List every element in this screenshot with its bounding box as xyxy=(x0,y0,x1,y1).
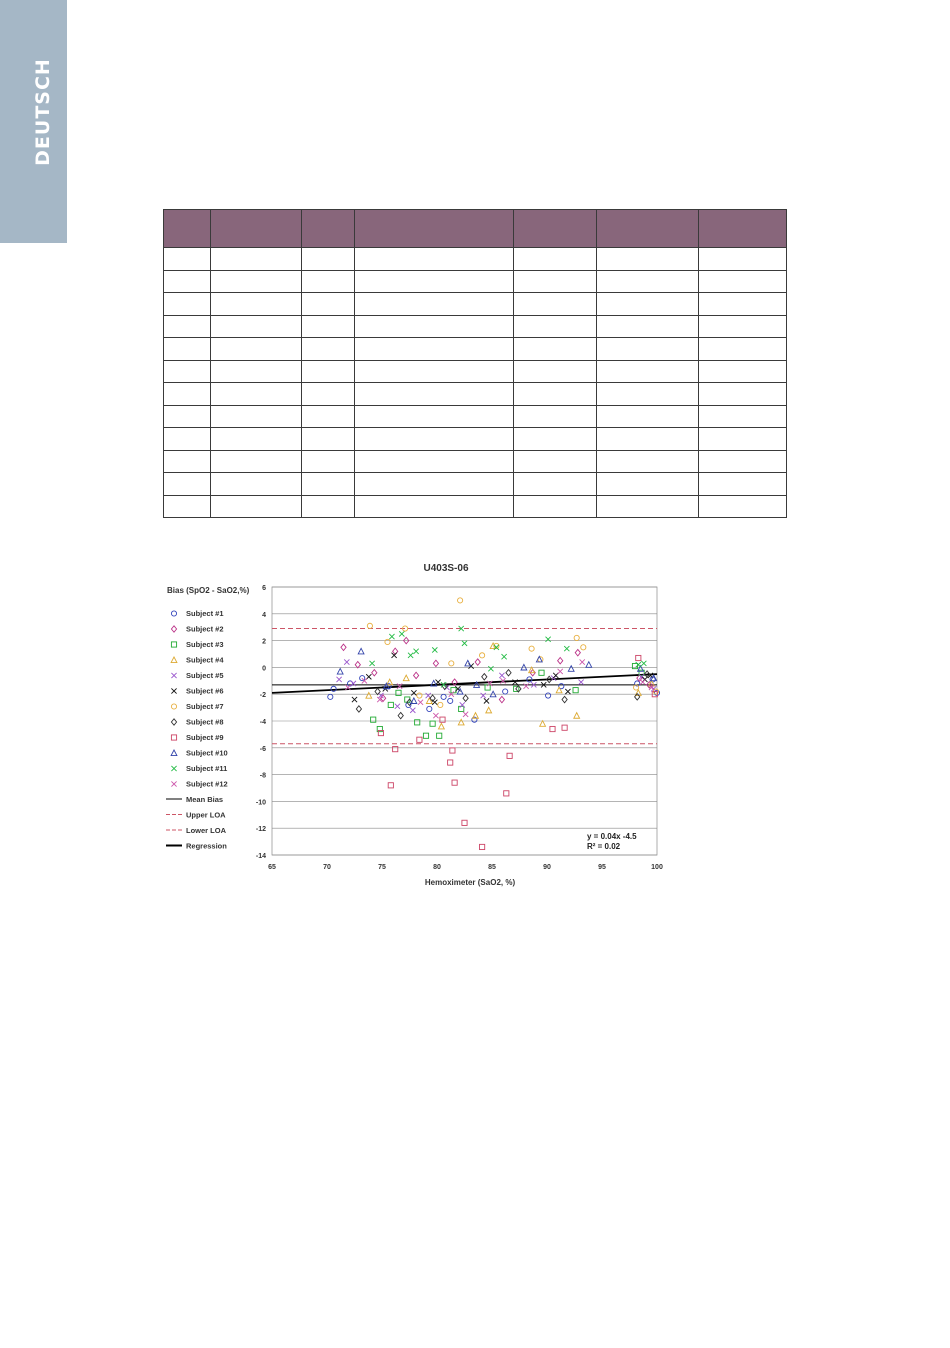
table-cell xyxy=(597,383,699,406)
legend-marker xyxy=(171,642,176,647)
x-tick-label: 70 xyxy=(323,864,331,871)
table-cell xyxy=(302,450,355,473)
table-cell xyxy=(699,315,787,338)
legend-marker xyxy=(171,750,177,756)
table-header-cell xyxy=(355,210,514,248)
x-tick-label: 80 xyxy=(433,864,441,871)
table-cell xyxy=(514,360,597,383)
table-cell xyxy=(355,293,514,316)
table-cell xyxy=(514,473,597,496)
table-row xyxy=(164,293,787,316)
table-cell xyxy=(597,428,699,451)
legend-label: Mean Bias xyxy=(186,795,224,804)
legend-label: Upper LOA xyxy=(186,810,226,820)
table-cell xyxy=(164,270,211,293)
table-cell xyxy=(514,450,597,473)
legend-label: Subject #9 xyxy=(186,733,224,742)
table-cell xyxy=(211,405,302,428)
table-cell xyxy=(514,248,597,271)
y-tick-label: -10 xyxy=(255,799,266,807)
legend-label: Subject #10 xyxy=(186,748,228,758)
bias-scatter-chart xyxy=(160,555,670,890)
table-cell xyxy=(211,248,302,271)
y-tick-label: 0 xyxy=(262,665,266,673)
table-cell xyxy=(355,405,514,428)
table-body xyxy=(164,248,787,518)
legend-marker xyxy=(171,735,176,740)
table-cell xyxy=(355,360,514,383)
chart-title: U403S-06 xyxy=(423,563,469,574)
table-row xyxy=(164,450,787,473)
table-row xyxy=(164,315,787,338)
legend-label: Subject #12 xyxy=(186,779,228,789)
table-cell xyxy=(514,270,597,293)
table-row xyxy=(164,383,787,406)
table-cell xyxy=(355,315,514,338)
table-cell xyxy=(355,338,514,361)
x-axis-title: Hemoximeter (SaO2, %) xyxy=(424,878,516,887)
table-cell xyxy=(355,473,514,496)
table-cell xyxy=(514,338,597,361)
table-cell xyxy=(355,270,514,293)
table-cell xyxy=(597,495,699,518)
table-cell xyxy=(302,428,355,451)
table-cell xyxy=(302,270,355,293)
table-cell xyxy=(302,248,355,271)
legend-marker xyxy=(171,719,176,725)
table-cell xyxy=(597,473,699,496)
language-side-tab xyxy=(0,0,67,243)
side-tab-label: DEUTSCH xyxy=(32,58,54,166)
legend-marker xyxy=(171,673,176,678)
table-cell xyxy=(211,473,302,496)
table-header-cell xyxy=(514,210,597,248)
legend-marker xyxy=(171,611,176,616)
table-cell xyxy=(211,360,302,383)
regression-equation: y = 0.04x -4.5 xyxy=(587,832,637,841)
table-cell xyxy=(164,293,211,316)
table-cell xyxy=(302,293,355,316)
table-cell xyxy=(699,338,787,361)
legend-label: Subject #7 xyxy=(186,702,224,711)
x-tick-label: 65 xyxy=(268,864,276,871)
table-cell xyxy=(514,405,597,428)
legend-marker xyxy=(171,657,177,663)
table-header-cell xyxy=(597,210,699,248)
table-row xyxy=(164,428,787,451)
table-cell xyxy=(302,383,355,406)
table-cell xyxy=(211,315,302,338)
table-cell xyxy=(699,383,787,406)
x-tick-label: 100 xyxy=(651,864,663,871)
table-cell xyxy=(211,450,302,473)
legend-label: Regression xyxy=(186,841,227,851)
table-cell xyxy=(355,450,514,473)
table-cell xyxy=(597,338,699,361)
table-cell xyxy=(699,405,787,428)
table-cell xyxy=(355,495,514,518)
table-cell xyxy=(164,338,211,361)
legend-label: Subject #6 xyxy=(186,686,224,696)
table-cell xyxy=(164,428,211,451)
table-cell xyxy=(699,248,787,271)
table-cell xyxy=(699,428,787,451)
legend-label: Subject #3 xyxy=(186,640,224,649)
table-cell xyxy=(699,473,787,496)
table-cell xyxy=(211,428,302,451)
table-row xyxy=(164,360,787,383)
legend-marker xyxy=(171,626,176,632)
legend-label: Subject #8 xyxy=(186,717,224,727)
r-squared-label: R² = 0.02 xyxy=(587,842,621,851)
legend-label: Lower LOA xyxy=(186,826,227,835)
table-cell xyxy=(514,315,597,338)
x-tick-label: 90 xyxy=(543,864,551,871)
y-tick-label: -8 xyxy=(259,772,266,780)
legend-label: Subject #4 xyxy=(186,655,224,665)
legend-label: Subject #5 xyxy=(186,671,224,680)
table-row xyxy=(164,405,787,428)
table-header-cell xyxy=(164,210,211,248)
y-tick-label: -4 xyxy=(259,719,266,726)
table-cell xyxy=(211,270,302,293)
table-row xyxy=(164,270,787,293)
table-cell xyxy=(164,450,211,473)
legend-marker xyxy=(171,781,176,786)
table-cell xyxy=(211,383,302,406)
y-tick-label: -2 xyxy=(259,692,266,700)
table-cell xyxy=(164,495,211,518)
y-tick-label: 2 xyxy=(262,638,266,646)
table-row xyxy=(164,473,787,496)
data-table xyxy=(163,209,787,518)
table-header xyxy=(164,210,787,248)
legend-marker xyxy=(171,688,176,693)
table-cell xyxy=(514,293,597,316)
table-cell xyxy=(164,473,211,496)
y-tick-label: -12 xyxy=(255,826,266,834)
table-cell xyxy=(699,293,787,316)
table-cell xyxy=(302,360,355,383)
table-header-cell xyxy=(211,210,302,248)
table-cell xyxy=(302,338,355,361)
table-cell xyxy=(211,293,302,316)
table-header-row xyxy=(164,210,787,248)
table-cell xyxy=(164,315,211,338)
table-row xyxy=(164,495,787,518)
table-cell xyxy=(597,315,699,338)
table-cell xyxy=(597,248,699,271)
table-row xyxy=(164,248,787,271)
table-cell xyxy=(211,338,302,361)
table-cell xyxy=(302,473,355,496)
legend-marker xyxy=(171,766,176,771)
table-cell xyxy=(302,405,355,428)
y-tick-label: 4 xyxy=(262,611,266,619)
table-cell xyxy=(355,428,514,451)
x-tick-label: 75 xyxy=(378,864,386,871)
table-cell xyxy=(302,495,355,518)
table-cell xyxy=(597,270,699,293)
table-cell xyxy=(302,315,355,338)
legend-marker xyxy=(171,704,176,709)
table-row xyxy=(164,338,787,361)
x-tick-label: 85 xyxy=(488,864,496,871)
y-tick-label: -14 xyxy=(255,853,266,860)
table-cell xyxy=(597,293,699,316)
table-cell xyxy=(699,450,787,473)
table-cell xyxy=(514,495,597,518)
y-axis-title: Bias (SpO2 - SaO2,%) xyxy=(167,586,250,595)
table-cell xyxy=(597,450,699,473)
table-header-cell xyxy=(699,210,787,248)
table-cell xyxy=(699,495,787,518)
table-cell xyxy=(211,495,302,518)
x-tick-label: 95 xyxy=(598,864,606,871)
table-header-cell xyxy=(302,210,355,248)
table-cell xyxy=(164,405,211,428)
legend-label: Subject #11 xyxy=(186,764,228,773)
table-cell xyxy=(355,248,514,271)
table-cell xyxy=(164,248,211,271)
y-tick-label: -6 xyxy=(259,745,266,753)
table-cell xyxy=(597,360,699,383)
table-cell xyxy=(355,383,514,406)
table-cell xyxy=(164,383,211,406)
table-cell xyxy=(164,360,211,383)
table-cell xyxy=(597,405,699,428)
table-cell xyxy=(699,360,787,383)
table-cell xyxy=(514,428,597,451)
table-cell xyxy=(514,383,597,406)
legend-label: Subject #2 xyxy=(186,624,224,634)
y-tick-label: 6 xyxy=(262,585,266,592)
table-cell xyxy=(699,270,787,293)
legend-label: Subject #1 xyxy=(186,609,224,618)
